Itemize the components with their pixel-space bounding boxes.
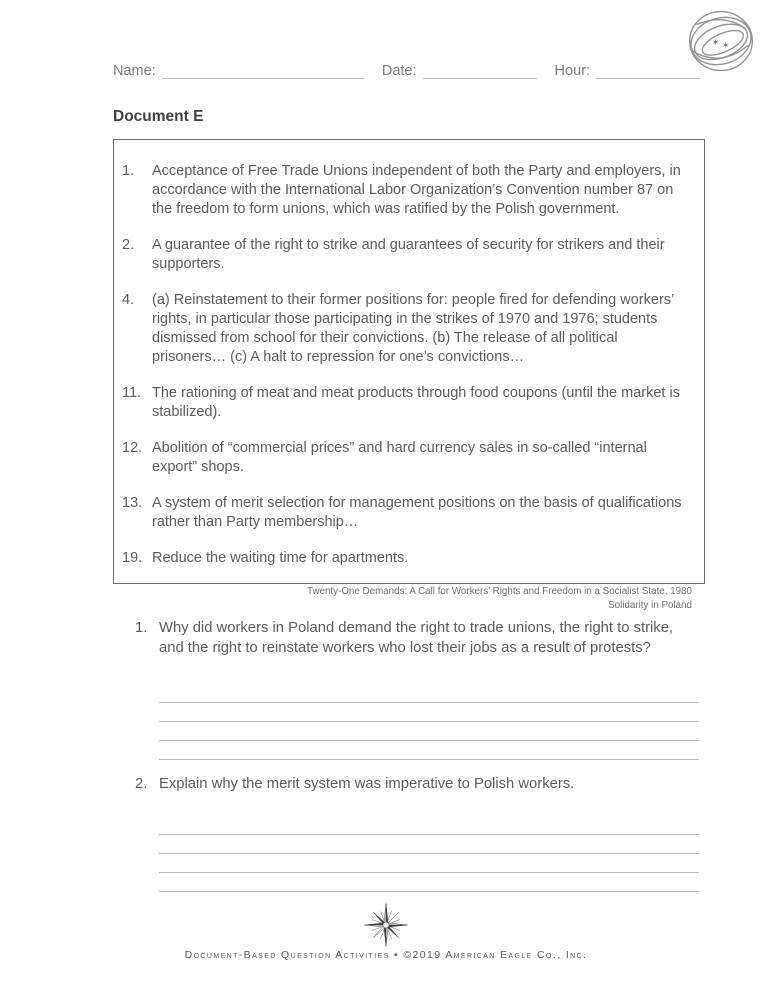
answer-line	[159, 722, 699, 741]
question-number: 1.	[135, 620, 148, 636]
name-blank-line	[162, 62, 364, 79]
answer-line	[159, 741, 699, 760]
answer-line	[159, 703, 699, 722]
footer-text: Document-Based Question Activities • ©2019 American Eagle Co., Inc.	[184, 949, 588, 961]
answer-line	[159, 873, 699, 892]
source-citation-line1: Twenty-One Demands: A Call for Workers’ Rights and Freedom in a Socialist State, 1980	[307, 586, 692, 597]
question-text: Explain why the merit system was imperative to Polish workers.	[159, 776, 575, 792]
demand-number: 11.	[122, 385, 142, 401]
answer-lines	[159, 684, 699, 760]
demand-item	[122, 291, 694, 367]
demand-item	[122, 162, 694, 219]
name-label: Name:	[113, 63, 156, 79]
demand-text: Reduce the waiting time for apartments.	[152, 550, 409, 566]
demand-item	[122, 384, 694, 422]
question-1	[135, 618, 699, 760]
document-title: Document E	[113, 108, 204, 125]
answer-line	[159, 816, 699, 835]
document-box	[113, 139, 705, 611]
svg-text:✶: ✶	[721, 40, 730, 52]
demand-number: 19.	[122, 550, 143, 566]
answer-line	[159, 835, 699, 854]
compass-rose-icon	[364, 903, 408, 947]
demand-number: 4.	[122, 292, 135, 308]
demand-item	[122, 549, 694, 568]
source-citation	[122, 585, 694, 613]
demand-text: (a) Reinstatement to their former positions for: people fired for defending workers’ rights, in particular those participating in the strikes of 1970 and 1976; students dismissed from school for their convictions. (b) The release of all political prisoners… (c) A halt to repression for one’s convictions…	[152, 292, 674, 365]
date-blank-line	[423, 62, 537, 79]
demand-number: 2.	[122, 237, 135, 253]
demand-number: 13.	[122, 495, 143, 511]
demand-item	[122, 494, 694, 532]
demand-number: 1.	[122, 163, 135, 179]
demand-text: A system of merit selection for management positions on the basis of qualifications rather than Party membership…	[152, 495, 682, 530]
hour-label: Hour:	[554, 63, 590, 79]
answer-line	[159, 854, 699, 873]
source-citation-line2: Solidarity in Poland	[608, 600, 692, 611]
question-text: Why did workers in Poland demand the right to trade unions, the right to strike, and the right to reinstate workers who lost their jobs as a result of protests?	[159, 620, 674, 656]
question-number: 2.	[135, 776, 148, 792]
demand-text: Abolition of “commercial prices” and hard currency sales in so-called “internal export” shops.	[152, 440, 647, 475]
date-label: Date:	[381, 63, 417, 79]
demand-item	[122, 236, 694, 274]
svg-text:✶: ✶	[711, 37, 720, 49]
answer-lines	[159, 816, 699, 892]
demand-text: The rationing of meat and meat products through food coupons (until the market is stabilized).	[152, 385, 680, 420]
demand-text: Acceptance of Free Trade Unions independent of both the Party and employers, in accordance with the International Labor Organization’s Convention number 87 on the freedom to form unions, which was ratified by the Polish government.	[152, 163, 681, 217]
demand-text: A guarantee of the right to strike and guarantees of security for strikers and their supporters.	[152, 237, 665, 272]
header-row	[113, 62, 700, 79]
question-2	[135, 774, 699, 892]
hour-blank-line	[596, 62, 700, 79]
answer-line	[159, 684, 699, 703]
demand-item	[122, 439, 694, 477]
demand-number: 12.	[122, 440, 143, 456]
